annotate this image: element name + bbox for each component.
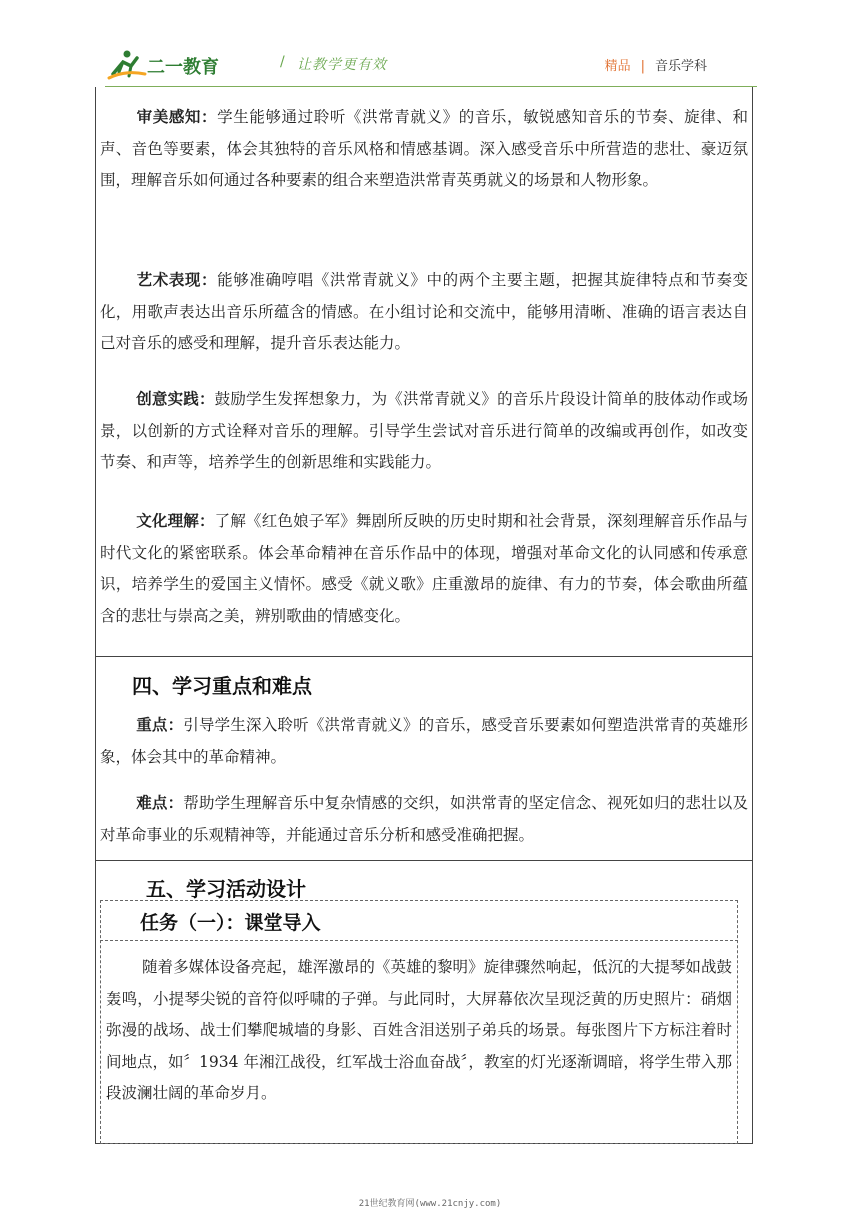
para-text: 引导学生深入聆听《洪常青就义》的音乐，感受音乐要素如何塑造洪常青的英雄形象，体会其中的革命精神。: [100, 716, 748, 766]
aesthetic-perception-para: [100, 101, 748, 197]
task-divider: [100, 940, 738, 941]
section-title: 四、学习重点和难点: [132, 674, 312, 698]
creative-practice-para: [100, 383, 748, 479]
difficulty-para: [100, 787, 748, 851]
logo-icon: [105, 48, 255, 80]
para-text: 鼓励学生发挥想象力，为《洪常青就义》的音乐片段设计简单的肢体动作或场景，以创新的方式诠释对音乐的理解。引导学生尝试对音乐进行简单的改编或再创作，如改变节奏、和声等，培养学生的创新思维和实践能力。: [100, 390, 748, 471]
para-label: 艺术表现：: [136, 270, 218, 289]
header-separator: |: [640, 59, 645, 74]
para-text: 学生能够通过聆听《洪常青就义》的音乐，敏锐感知音乐的节奏、旋律、和声、音色等要素，体会其独特的音乐风格和情感基调。深入感受音乐中所营造的悲壮、豪迈氛围，理解音乐如何通过各种要素的组合来塑造洪常青英勇就义的场景和人物形象。: [100, 108, 748, 189]
para-label: 重点：: [136, 715, 184, 734]
quality-label: 精品: [604, 59, 631, 74]
para-text: 了解《红色娘子军》舞剧所反映的历史时期和社会背景，深刻理解音乐作品与时代文化的紧密联系。体会革命精神在音乐作品中的体现，增强对革命文化的认同感和传承意识，培养学生的爱国主义情怀。感受《就义歌》庄重激昂的旋律、有力的节奏，体会歌曲所蕴含的悲壮与崇高之美，辨别歌曲的情感变化。: [100, 512, 748, 625]
slogan: 让教学更有效: [297, 57, 387, 73]
para-text: 能够准确哼唱《洪常青就义》中的两个主要主题，把握其旋律特点和节奏变化，用歌声表达出音乐所蕴含的情感。在小组讨论和交流中，能够用清晰、准确的语言表达自己对音乐的感受和理解，提升音乐表达能力。: [100, 271, 748, 352]
row-divider: [95, 656, 753, 657]
key-point-para: [100, 709, 748, 773]
para-label: 文化理解：: [136, 511, 215, 530]
para-label: 审美感知：: [136, 107, 218, 126]
para-label: 难点：: [136, 793, 184, 812]
page-footer: 21世纪教育网(www.21cnjy.com): [358, 1199, 502, 1209]
cultural-understanding-para: [100, 505, 748, 632]
slogan-separator: /: [280, 54, 285, 70]
header-right: [605, 55, 707, 74]
para-text: 随着多媒体设备亮起，雄浑激昂的《英雄的黎明》旋律骤然响起，低沉的大提琴如战鼓轰鸣，小提琴尖锐的音符似呼啸的子弹。与此同时，大屏幕依次呈现泛黄的历史照片：硝烟弥漫的战场、战士们攀爬城墙的身影、百姓含泪送别子弟兵的场景。每张图片下方标注着时间地点，如〞1934 年湘江战役，红军战士浴血奋战〞，教室的灯光逐渐调暗，将学生带入那段波澜壮阔的革命岁月。: [106, 958, 732, 1102]
task-intro-para: [106, 952, 732, 1110]
task-title: 任务（一）：课堂导入: [140, 912, 321, 934]
art-expression-para: [100, 264, 748, 360]
row-divider: [95, 860, 753, 861]
section-title: 五、学习活动设计: [146, 877, 306, 901]
para-text: 帮助学生理解音乐中复杂情感的交织，如洪常青的坚定信念、视死如归的悲壮以及对革命事业的乐观精神等，并能通过音乐分析和感受准确把握。: [100, 794, 748, 844]
para-label: 创意实践：: [136, 389, 215, 408]
subject-label: 音乐学科: [654, 59, 707, 74]
page-header: [105, 44, 765, 86]
logo-text: 二一教育: [147, 57, 219, 78]
